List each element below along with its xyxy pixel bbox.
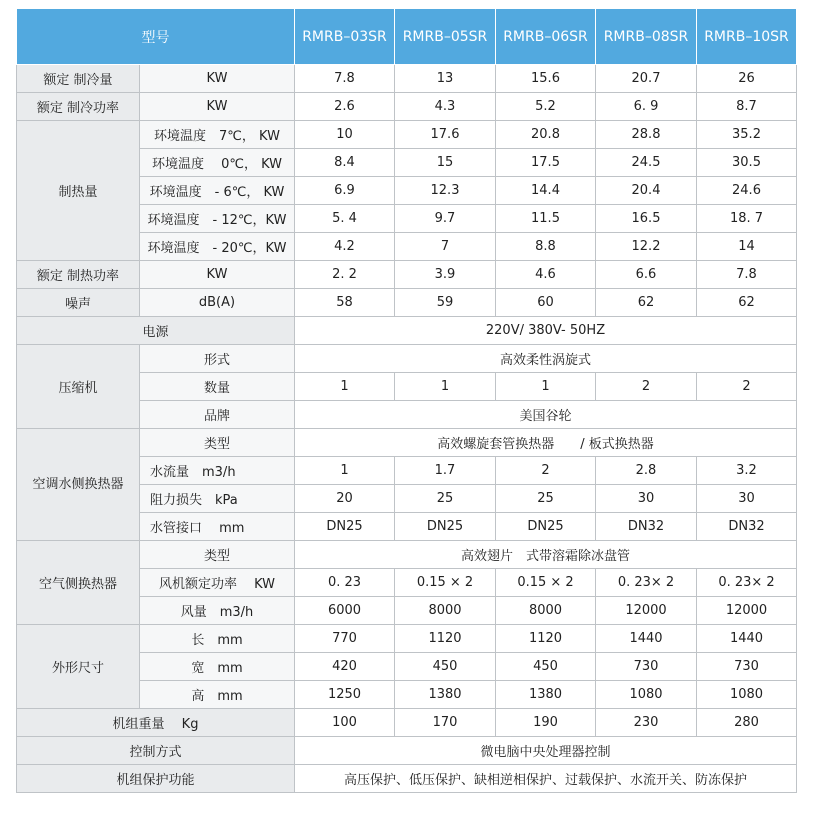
cell: DN32 [697, 513, 797, 541]
cell: DN32 [596, 513, 697, 541]
cell: 2. 2 [295, 261, 395, 289]
row-unit: 风机额定功率 KW [140, 569, 295, 597]
cell: 8.7 [697, 93, 797, 121]
header-row [17, 9, 797, 65]
cell: 美国谷轮 [295, 401, 797, 429]
table-row [17, 261, 797, 289]
spec-table [16, 8, 797, 793]
cell: DN25 [496, 513, 596, 541]
cell: 20.4 [596, 177, 697, 205]
cell: 12.2 [596, 233, 697, 261]
row-unit: 高 mm [140, 681, 295, 709]
cell: 62 [596, 289, 697, 317]
row-unit: 宽 mm [140, 653, 295, 681]
cell: 1080 [697, 681, 797, 709]
cell: 100 [295, 709, 395, 737]
cell: 8.4 [295, 149, 395, 177]
table-row [17, 65, 797, 93]
row-unit: 数量 [140, 373, 295, 401]
table-row [17, 625, 797, 653]
cell: 59 [395, 289, 496, 317]
cell: 2 [496, 457, 596, 485]
cell: 0. 23 [295, 569, 395, 597]
model-col: RMRB–03SR [295, 9, 395, 65]
cell: 6000 [295, 597, 395, 625]
cell: 35.2 [697, 121, 797, 149]
cell: 3.2 [697, 457, 797, 485]
cell: 高压保护、低压保护、缺相逆相保护、过载保护、水流开关、防冻保护 [295, 765, 797, 793]
model-col: RMRB–10SR [697, 9, 797, 65]
row-unit: 形式 [140, 345, 295, 373]
row-unit: 类型 [140, 429, 295, 457]
cell: 1 [395, 373, 496, 401]
group-label: 制热量 [17, 121, 140, 261]
row-unit: 类型 [140, 541, 295, 569]
cell: 17.6 [395, 121, 496, 149]
cell: 4.2 [295, 233, 395, 261]
cell: 1120 [496, 625, 596, 653]
cell: 730 [697, 653, 797, 681]
cell: 12.3 [395, 177, 496, 205]
cell: 15.6 [496, 65, 596, 93]
cell: 1.7 [395, 457, 496, 485]
row-label: 额定 制冷量 [17, 65, 140, 93]
cell: 4.6 [496, 261, 596, 289]
cell: 18. 7 [697, 205, 797, 233]
cell: 1120 [395, 625, 496, 653]
cell: 730 [596, 653, 697, 681]
cell: 20 [295, 485, 395, 513]
cell: 0. 23× 2 [596, 569, 697, 597]
row-unit: 水流量 m3/h [140, 457, 295, 485]
table-row [17, 765, 797, 793]
cell: 280 [697, 709, 797, 737]
cell: 1 [295, 373, 395, 401]
row-condition: 环境温度 - 20℃，KW [140, 233, 295, 261]
cell: 1250 [295, 681, 395, 709]
cell: 13 [395, 65, 496, 93]
row-label: 机组保护功能 [17, 765, 295, 793]
group-label: 外形尺寸 [17, 625, 140, 709]
cell: 2.6 [295, 93, 395, 121]
cell: 58 [295, 289, 395, 317]
cell: 0. 23× 2 [697, 569, 797, 597]
cell: 20.8 [496, 121, 596, 149]
cell: 高效柔性涡旋式 [295, 345, 797, 373]
cell: 450 [395, 653, 496, 681]
cell: 10 [295, 121, 395, 149]
model-col: RMRB–05SR [395, 9, 496, 65]
row-label: 控制方式 [17, 737, 295, 765]
cell: 7.8 [295, 65, 395, 93]
cell: 420 [295, 653, 395, 681]
cell: 6. 9 [596, 93, 697, 121]
cell: 28.8 [596, 121, 697, 149]
table-row [17, 289, 797, 317]
row-unit: KW [140, 93, 295, 121]
table-row [17, 93, 797, 121]
cell: 25 [395, 485, 496, 513]
cell: 2 [697, 373, 797, 401]
cell: 微电脑中央处理器控制 [295, 737, 797, 765]
cell: 1380 [395, 681, 496, 709]
row-unit: 风量 m3/h [140, 597, 295, 625]
row-label: 电源 [17, 317, 295, 345]
group-label: 压缩机 [17, 345, 140, 429]
cell: 6.9 [295, 177, 395, 205]
table-row [17, 709, 797, 737]
row-unit: KW [140, 261, 295, 289]
cell: 14 [697, 233, 797, 261]
cell: 8.8 [496, 233, 596, 261]
cell: 25 [496, 485, 596, 513]
cell: 8000 [395, 597, 496, 625]
cell: DN25 [395, 513, 496, 541]
cell: 26 [697, 65, 797, 93]
cell: 450 [496, 653, 596, 681]
cell: 24.5 [596, 149, 697, 177]
cell: 1380 [496, 681, 596, 709]
cell: 高效翅片 式带溶霜除冰盘管 [295, 541, 797, 569]
cell: 高效螺旋套管换热器 / 板式换热器 [295, 429, 797, 457]
cell: 12000 [697, 597, 797, 625]
table-row [17, 121, 797, 149]
cell: 2.8 [596, 457, 697, 485]
group-label: 空调水侧换热器 [17, 429, 140, 541]
cell: 30 [596, 485, 697, 513]
row-condition: 环境温度 7℃， KW [140, 121, 295, 149]
cell: 14.4 [496, 177, 596, 205]
cell: 62 [697, 289, 797, 317]
model-col: RMRB–08SR [596, 9, 697, 65]
cell: 30.5 [697, 149, 797, 177]
table-row [17, 737, 797, 765]
table-row [17, 317, 797, 345]
row-unit: 阻力损失 kPa [140, 485, 295, 513]
cell: 16.5 [596, 205, 697, 233]
cell: 170 [395, 709, 496, 737]
row-label: 噪声 [17, 289, 140, 317]
cell: 3.9 [395, 261, 496, 289]
group-label: 空气侧换热器 [17, 541, 140, 625]
cell: 8000 [496, 597, 596, 625]
cell: 1440 [596, 625, 697, 653]
cell: 1 [496, 373, 596, 401]
cell: 9.7 [395, 205, 496, 233]
cell: 60 [496, 289, 596, 317]
row-unit: dB(A) [140, 289, 295, 317]
cell: 24.6 [697, 177, 797, 205]
cell: 5.2 [496, 93, 596, 121]
row-condition: 环境温度 - 12℃，KW [140, 205, 295, 233]
cell: 1440 [697, 625, 797, 653]
cell: 2 [596, 373, 697, 401]
cell: 7.8 [697, 261, 797, 289]
model-col: RMRB–06SR [496, 9, 596, 65]
cell: 20.7 [596, 65, 697, 93]
cell: 15 [395, 149, 496, 177]
table-row [17, 429, 797, 457]
row-unit: 水管接口 mm [140, 513, 295, 541]
cell: 6.6 [596, 261, 697, 289]
cell: 4.3 [395, 93, 496, 121]
cell: 7 [395, 233, 496, 261]
row-label: 机组重量 Kg [17, 709, 295, 737]
table-row [17, 541, 797, 569]
row-unit: 品牌 [140, 401, 295, 429]
cell: 17.5 [496, 149, 596, 177]
cell: 230 [596, 709, 697, 737]
cell: 190 [496, 709, 596, 737]
cell: 0.15 × 2 [395, 569, 496, 597]
cell: DN25 [295, 513, 395, 541]
cell: 1 [295, 457, 395, 485]
cell: 12000 [596, 597, 697, 625]
row-unit: 长 mm [140, 625, 295, 653]
table-row [17, 345, 797, 373]
row-condition: 环境温度 - 6℃， KW [140, 177, 295, 205]
row-unit: KW [140, 65, 295, 93]
model-label: 型号 [17, 9, 295, 65]
cell: 30 [697, 485, 797, 513]
cell: 770 [295, 625, 395, 653]
row-label: 额定 制热功率 [17, 261, 140, 289]
cell: 11.5 [496, 205, 596, 233]
cell: 5. 4 [295, 205, 395, 233]
cell: 220V/ 380V- 50HZ [295, 317, 797, 345]
row-label: 额定 制冷功率 [17, 93, 140, 121]
cell: 1080 [596, 681, 697, 709]
row-condition: 环境温度 0℃， KW [140, 149, 295, 177]
cell: 0.15 × 2 [496, 569, 596, 597]
